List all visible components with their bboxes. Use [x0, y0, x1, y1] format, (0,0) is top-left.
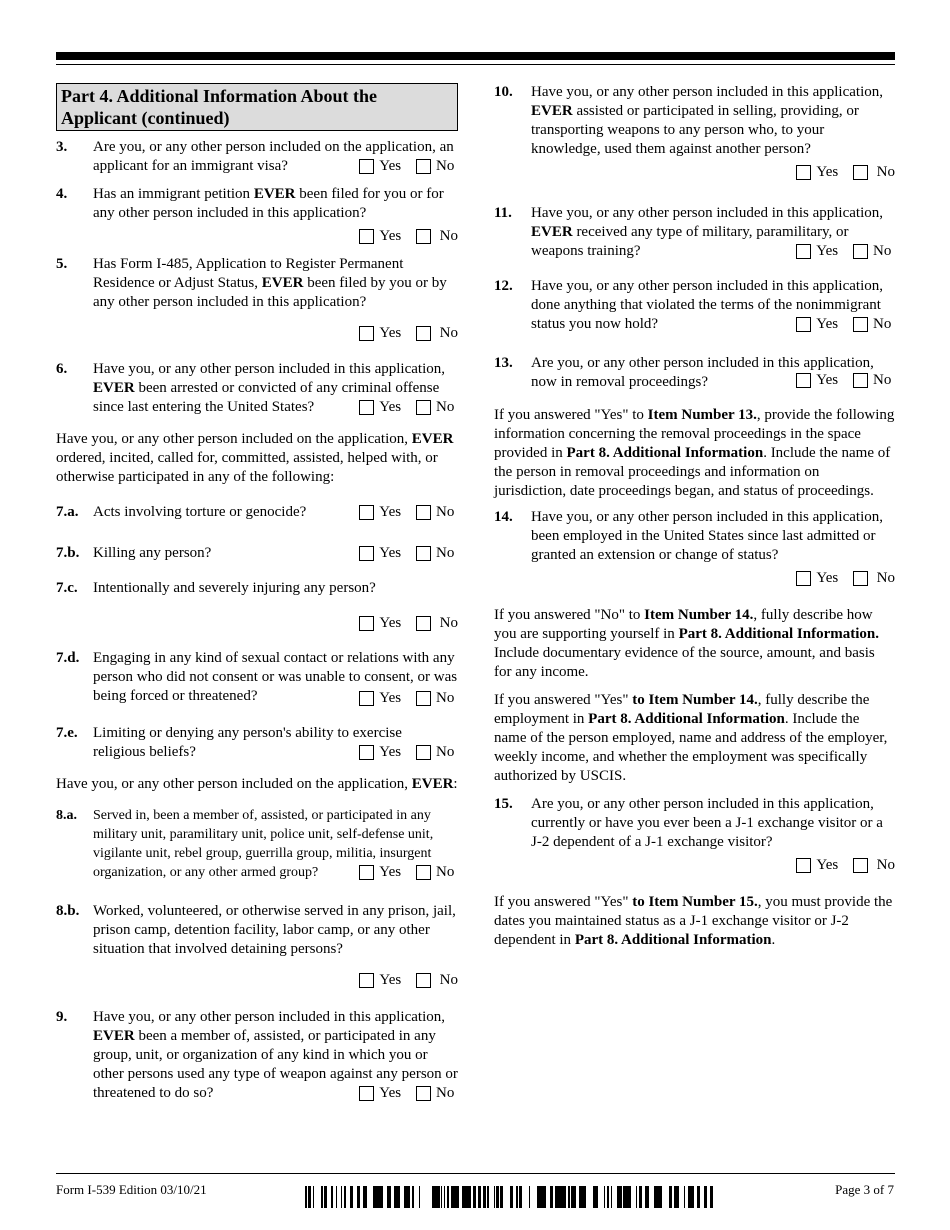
yes-no-group	[348, 544, 458, 567]
yes-no-group	[531, 163, 895, 186]
item-number: 8.b.	[56, 903, 80, 919]
yes-no-group	[348, 157, 458, 180]
checkbox-box-icon	[359, 691, 374, 706]
checkbox-box-icon	[359, 326, 374, 341]
checkbox-box-icon	[359, 400, 374, 415]
item-text: Have you, or any other person included in this application, EVER been arrested or convicted of any criminal offense since last entering the United States?	[93, 361, 445, 415]
item-8a	[56, 806, 458, 886]
item-4	[56, 185, 458, 250]
checkbox-box-icon	[416, 229, 431, 244]
item-14	[494, 508, 895, 592]
yes-label: Yes	[816, 570, 839, 586]
item-text: Engaging in any kind of sexual contact or relations with any person who did not consent or was unable to consent, or was being forced or threatened?	[93, 650, 458, 704]
yes-no-group	[93, 227, 458, 250]
item-13	[494, 354, 895, 394]
no-checkbox[interactable]	[853, 163, 895, 182]
checkbox-box-icon	[416, 326, 431, 341]
no-checkbox[interactable]	[416, 544, 458, 563]
item-number: 14.	[494, 509, 513, 525]
item-number: 7.d.	[56, 650, 80, 666]
item-5	[56, 255, 458, 347]
checkbox-box-icon	[359, 865, 374, 880]
item-number: 10.	[494, 84, 513, 100]
barcode-icon	[305, 1186, 713, 1208]
yes-checkbox[interactable]	[359, 398, 401, 417]
checkbox-box-icon	[853, 858, 868, 873]
no-checkbox[interactable]	[416, 1084, 458, 1103]
item-number: 9.	[56, 1009, 68, 1025]
item-text: Are you, or any other person included in this application, now in removal proceedings?	[531, 355, 874, 390]
yes-label: Yes	[379, 399, 402, 415]
no-checkbox[interactable]	[416, 227, 458, 246]
yes-checkbox[interactable]	[359, 227, 401, 246]
no-label: No	[436, 504, 455, 520]
no-label: No	[873, 316, 892, 332]
item-15	[494, 795, 895, 879]
item-number: 6.	[56, 361, 68, 377]
checkbox-box-icon	[359, 229, 374, 244]
no-label: No	[876, 164, 895, 180]
item-6	[56, 360, 458, 421]
item-text: Are you, or any other person included in this application, currently or have you ever been a J-1 exchange visitor or a J-2 dependent of a J-1 exchange visitor?	[531, 796, 883, 850]
item-9	[56, 1008, 458, 1107]
no-label: No	[436, 690, 455, 706]
yes-checkbox[interactable]	[796, 163, 838, 182]
yes-checkbox[interactable]	[359, 614, 401, 633]
checkbox-box-icon	[853, 373, 868, 388]
item-10	[494, 83, 895, 186]
yes-checkbox[interactable]	[359, 689, 401, 708]
yes-label: Yes	[816, 316, 839, 332]
yes-checkbox[interactable]	[359, 324, 401, 343]
no-label: No	[436, 545, 455, 561]
top-rule-thick	[56, 52, 895, 60]
yes-label: Yes	[379, 744, 402, 760]
item-text: Are you, or any other person included on the application, an applicant for an immigrant visa?	[93, 139, 454, 174]
item-7d	[56, 649, 458, 712]
checkbox-box-icon	[796, 317, 811, 332]
item-number: 7.a.	[56, 504, 79, 520]
item-number: 5.	[56, 256, 68, 272]
part-header: Part 4. Additional Information About the Applicant (continued)	[56, 83, 458, 131]
item-text: Served in, been a member of, assisted, or participated in any military unit, paramilitary unit, police unit, self-defense unit, vigilante unit, rebel group, guerrilla group, militia, insurgent organization, or any other armed group?	[93, 808, 434, 880]
top-rule-thin	[56, 64, 895, 65]
checkbox-box-icon	[416, 973, 431, 988]
yes-no-group	[93, 614, 458, 637]
yes-label: Yes	[816, 243, 839, 259]
item-number: 3.	[56, 139, 68, 155]
no-checkbox[interactable]	[416, 614, 458, 633]
checkbox-box-icon	[416, 616, 431, 631]
form-edition: Form I-539 Edition 03/10/21	[56, 1182, 207, 1197]
yes-checkbox[interactable]	[359, 971, 401, 990]
checkbox-box-icon	[416, 159, 431, 174]
item-number: 13.	[494, 355, 513, 371]
note-item-13: If you answered "Yes" to Item Number 13., provide the following information concerning the removal proceedings in the space provided in Part 8. Additional Information. Include the name of the person in removal proceedings and information on jurisdiction, date proceedings began, and status of proceedings.	[494, 407, 895, 499]
yes-checkbox[interactable]	[359, 503, 401, 522]
intro-item-7: Have you, or any other person included on the application, EVER ordered, incited, called for, committed, assisted, helped with, or otherwise participated in any of the following:	[56, 431, 454, 485]
item-text: Acts involving torture or genocide?	[93, 504, 307, 520]
item-text: Limiting or denying any person's ability to exercise religious beliefs?	[93, 725, 402, 760]
checkbox-box-icon	[359, 505, 374, 520]
checkbox-box-icon	[796, 244, 811, 259]
checkbox-box-icon	[359, 616, 374, 631]
item-text: Have you, or any other person included in this application, EVER assisted or participated in selling, providing, or transporting weapons to any person who, to your knowledge, used them against another person?	[531, 84, 883, 157]
yes-checkbox[interactable]	[796, 569, 838, 588]
no-label: No	[436, 744, 455, 760]
page-number: Page 3 of 7	[835, 1182, 894, 1197]
item-12	[494, 277, 895, 338]
item-text: Have you, or any other person included in this application, been employed in the United States since last admitted or granted an extension or change of status?	[531, 509, 883, 563]
footer-rule	[56, 1173, 895, 1174]
yes-no-group	[348, 398, 458, 421]
no-label: No	[876, 857, 895, 873]
no-checkbox[interactable]	[416, 689, 458, 708]
yes-no-group	[348, 689, 458, 712]
checkbox-box-icon	[853, 571, 868, 586]
yes-checkbox[interactable]	[359, 1084, 401, 1103]
item-number: 7.c.	[56, 580, 78, 596]
no-label: No	[873, 372, 892, 388]
checkbox-box-icon	[416, 745, 431, 760]
item-11	[494, 204, 895, 265]
no-checkbox[interactable]	[853, 569, 895, 588]
yes-no-group	[348, 1084, 458, 1107]
item-number: 12.	[494, 278, 513, 294]
checkbox-box-icon	[796, 165, 811, 180]
checkbox-box-icon	[796, 373, 811, 388]
no-checkbox[interactable]	[853, 315, 895, 334]
yes-label: Yes	[379, 325, 402, 341]
yes-label: Yes	[379, 615, 402, 631]
yes-label: Yes	[816, 372, 839, 388]
checkbox-box-icon	[359, 973, 374, 988]
no-label: No	[439, 228, 458, 244]
yes-no-group	[348, 503, 458, 526]
yes-label: Yes	[379, 504, 402, 520]
yes-no-group	[785, 371, 895, 394]
yes-label: Yes	[379, 972, 402, 988]
item-text: Killing any person?	[93, 545, 212, 561]
item-number: 15.	[494, 796, 513, 812]
yes-checkbox[interactable]	[359, 863, 401, 882]
item-7b	[56, 544, 458, 567]
checkbox-box-icon	[853, 244, 868, 259]
no-label: No	[436, 158, 455, 174]
no-checkbox[interactable]	[416, 743, 458, 762]
checkbox-box-icon	[359, 159, 374, 174]
note-item-15: If you answered "Yes" to Item Number 15., you must provide the dates you maintained status as a J-1 exchange visitor or J-2 dependent in Part 8. Additional Information.	[494, 894, 893, 948]
item-number: 8.a.	[56, 808, 77, 823]
item-text: Has an immigrant petition EVER been filed for you or for any other person included in this application?	[93, 186, 444, 221]
item-number: 4.	[56, 186, 68, 202]
no-checkbox[interactable]	[416, 157, 458, 176]
yes-checkbox[interactable]	[359, 157, 401, 176]
checkbox-box-icon	[796, 571, 811, 586]
no-label: No	[439, 972, 458, 988]
checkbox-box-icon	[416, 546, 431, 561]
item-3	[56, 138, 458, 180]
yes-label: Yes	[379, 545, 402, 561]
yes-no-group	[531, 569, 895, 592]
yes-no-group	[93, 324, 458, 347]
no-checkbox[interactable]	[853, 856, 895, 875]
yes-checkbox[interactable]	[359, 544, 401, 563]
yes-checkbox[interactable]	[796, 856, 838, 875]
yes-checkbox[interactable]	[796, 315, 838, 334]
no-checkbox[interactable]	[416, 863, 458, 882]
checkbox-box-icon	[416, 691, 431, 706]
no-checkbox[interactable]	[416, 398, 458, 417]
yes-label: Yes	[816, 164, 839, 180]
checkbox-box-icon	[853, 165, 868, 180]
item-text: Have you, or any other person included in this application, done anything that violated the terms of the nonimmigrant status you now hold?	[531, 278, 883, 332]
left-column	[56, 83, 458, 1107]
item-number: 7.b.	[56, 545, 80, 561]
checkbox-box-icon	[796, 858, 811, 873]
item-7c	[56, 579, 458, 637]
no-checkbox[interactable]	[416, 971, 458, 990]
checkbox-box-icon	[359, 1086, 374, 1101]
intro-item-8: Have you, or any other person included on the application, EVER:	[56, 776, 458, 792]
checkbox-box-icon	[853, 317, 868, 332]
no-label: No	[876, 570, 895, 586]
item-text: Has Form I-485, Application to Register Permanent Residence or Adjust Status, EVER been filed by you or by any other person included in this application?	[93, 256, 447, 310]
no-checkbox[interactable]	[853, 242, 895, 261]
no-label: No	[873, 243, 892, 259]
note-item-14-no: If you answered "No" to Item Number 14., fully describe how you are supporting yourself in Part 8. Additional Information. Include documentary evidence of the source, amount, and basis for any income.	[494, 607, 879, 680]
no-checkbox[interactable]	[853, 371, 895, 390]
yes-no-group	[348, 743, 458, 766]
yes-checkbox[interactable]	[359, 743, 401, 762]
note-item-14-yes: If you answered "Yes" to Item Number 14., fully describe the employment in Part 8. Additional Information. Include the name of the person employed, name and address of the employer, weekly income, and whether the employment was specifically authorized by USCIS.	[494, 692, 888, 784]
yes-label: Yes	[816, 857, 839, 873]
no-checkbox[interactable]	[416, 503, 458, 522]
item-7a	[56, 503, 458, 526]
item-8b	[56, 902, 458, 994]
yes-label: Yes	[379, 158, 402, 174]
yes-checkbox[interactable]	[796, 242, 838, 261]
no-label: No	[436, 864, 455, 880]
yes-no-group	[93, 971, 458, 994]
item-number: 7.e.	[56, 725, 78, 741]
yes-no-group	[531, 856, 895, 879]
no-label: No	[439, 615, 458, 631]
item-7e	[56, 724, 458, 766]
no-label: No	[436, 1085, 455, 1101]
right-column	[494, 83, 895, 950]
yes-label: Yes	[379, 690, 402, 706]
yes-checkbox[interactable]	[796, 371, 838, 390]
yes-no-group	[785, 315, 895, 338]
item-number: 11.	[494, 205, 512, 221]
yes-label: Yes	[379, 1085, 402, 1101]
checkbox-box-icon	[359, 546, 374, 561]
item-text: Have you, or any other person included in this application, EVER received any type of military, paramilitary, or weapons training?	[531, 205, 883, 259]
no-checkbox[interactable]	[416, 324, 458, 343]
no-label: No	[439, 325, 458, 341]
item-text: Have you, or any other person included in this application, EVER been a member of, assisted, or participated in any group, unit, or organization of any kind in which you or other persons used any type of weapon against any person or threatened to do so?	[93, 1009, 458, 1101]
checkbox-box-icon	[416, 1086, 431, 1101]
item-text: Intentionally and severely injuring any person?	[93, 580, 376, 596]
checkbox-box-icon	[359, 745, 374, 760]
yes-label: Yes	[379, 864, 402, 880]
yes-no-group	[348, 863, 458, 886]
no-label: No	[436, 399, 455, 415]
yes-no-group	[785, 242, 895, 265]
item-text: Worked, volunteered, or otherwise served in any prison, jail, prison camp, detention facility, labor camp, or any other situation that involved detaining persons?	[93, 903, 456, 957]
checkbox-box-icon	[416, 400, 431, 415]
checkbox-box-icon	[416, 865, 431, 880]
yes-label: Yes	[379, 228, 402, 244]
checkbox-box-icon	[416, 505, 431, 520]
